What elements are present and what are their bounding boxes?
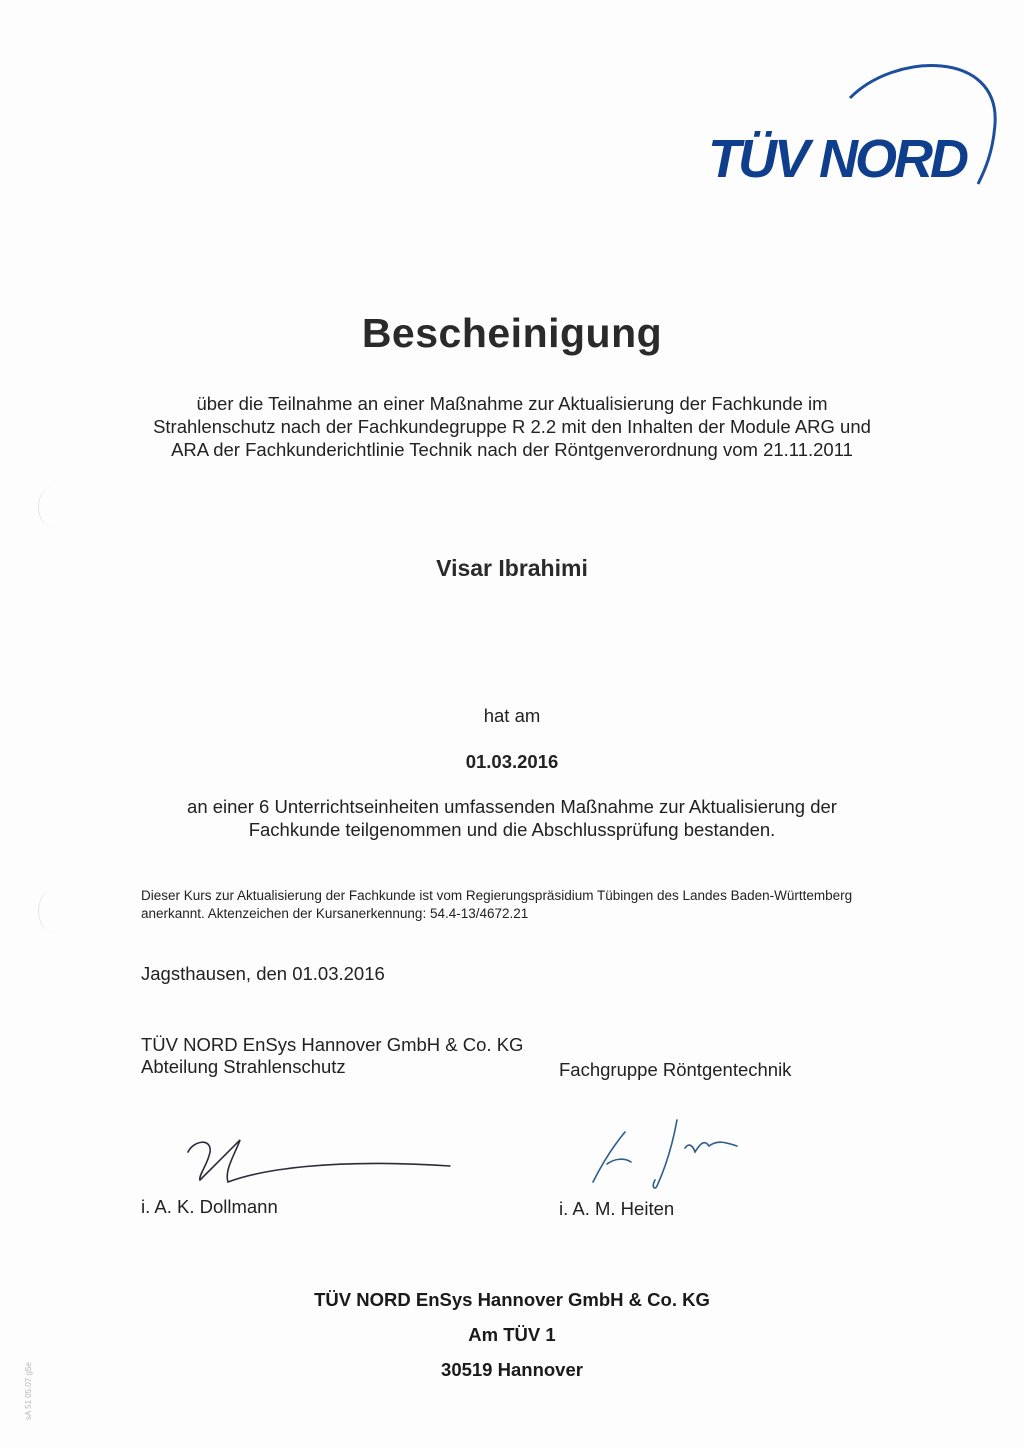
footer-city: 30519 Hannover xyxy=(441,1359,583,1380)
participation-paragraph: an einer 6 Unterrichtseinheiten umfassenden Maßnahme zur Aktualisierung der Fachkunde teilgenommen und die Abschlussprüfung bestanden. xyxy=(187,796,837,840)
tuv-nord-logo xyxy=(700,52,1000,202)
punch-hole-mark xyxy=(38,486,69,528)
signature-dollmann-icon xyxy=(180,1130,460,1190)
signature-heiten-icon xyxy=(585,1112,755,1192)
document-title: Bescheinigung xyxy=(361,310,663,356)
punch-hole-mark xyxy=(38,890,69,932)
footer-street: Am TÜV 1 xyxy=(468,1324,556,1345)
organization-department: Abteilung Strahlenschutz xyxy=(141,1056,346,1077)
hat-am-text: hat am xyxy=(483,705,541,726)
footer-address xyxy=(0,1282,1024,1387)
signatory-right: i. A. M. Heiten xyxy=(559,1198,675,1219)
form-code: sA 51 05.07 g5e xyxy=(24,1362,33,1420)
recipient-name: Visar Ibrahimi xyxy=(436,555,588,581)
signatory-left: i. A. K. Dollmann xyxy=(141,1196,278,1217)
issuing-organization xyxy=(141,1034,523,1078)
logo-text: TÜV NORD xyxy=(708,129,966,189)
place-and-date: Jagsthausen, den 01.03.2016 xyxy=(141,963,385,984)
recognition-note: Dieser Kurs zur Aktualisierung der Fachkunde ist vom Regierungspräsidium Tübingen des Landes Baden-Württemberg anerkannt. Aktenzeichen der Kursanerkennung: 54.4-13/4672.21 xyxy=(141,888,853,921)
intro-paragraph: über die Teilnahme an einer Maßnahme zur Aktualisierung der Fachkunde im Strahlenschutz nach der Fachkundegruppe R 2.2 mit den Inhalten der Module ARG und ARA der Fachkunderichtlinie Technik nach der Röntgenverordnung vom 21.11.2011 xyxy=(153,393,871,460)
organization-company: TÜV NORD EnSys Hannover GmbH & Co. KG xyxy=(141,1034,524,1055)
footer-company: TÜV NORD EnSys Hannover GmbH & Co. KG xyxy=(314,1289,710,1310)
organization-group: Fachgruppe Röntgentechnik xyxy=(559,1059,792,1080)
course-date: 01.03.2016 xyxy=(465,751,559,772)
